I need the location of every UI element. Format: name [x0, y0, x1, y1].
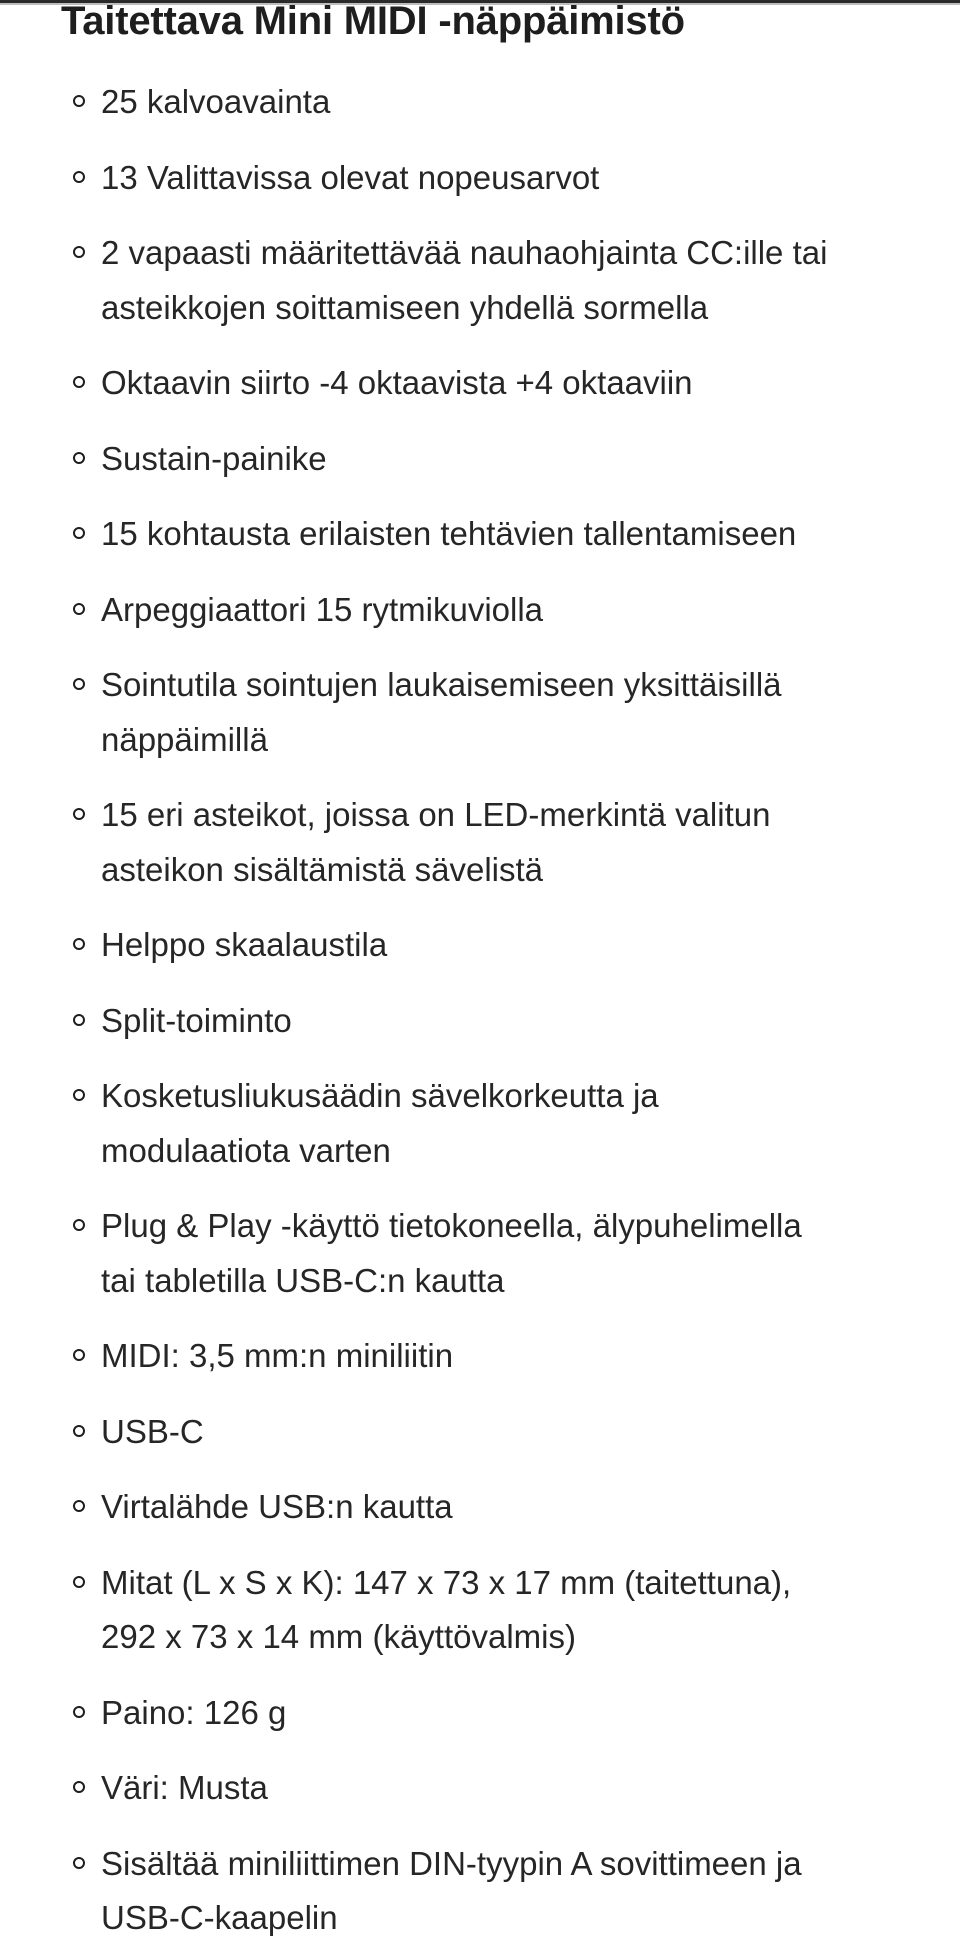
list-item-text: Kosketusliukusäädin sävelkorkeutta ja — [101, 1077, 659, 1114]
circle-bullet-icon — [73, 527, 85, 539]
list-item-text: USB-C-kaapelin — [101, 1899, 338, 1936]
list-item-text: tai tabletilla USB-C:n kautta — [101, 1261, 505, 1299]
list-item-text: Arpeggiaattori 15 rytmikuviolla — [101, 590, 544, 628]
list-item-text: Mitat (L x S x K): 147 x 73 x 17 mm (taitettuna), — [101, 1563, 792, 1601]
circle-bullet-icon — [73, 808, 85, 820]
list-item-text: 2 vapaasti määritettävää nauhaohjainta CC:ille tai — [101, 234, 828, 271]
list-item-text: Oktaavin siirto -4 oktaavista +4 oktaaviin — [101, 364, 693, 401]
circle-bullet-icon — [73, 95, 85, 107]
circle-bullet-icon — [73, 1014, 85, 1026]
circle-bullet-icon — [73, 1425, 85, 1437]
list-item-text: 15 eri asteikot, joissa on LED-merkintä valitun — [101, 796, 771, 833]
circle-bullet-icon — [73, 1089, 85, 1101]
list-item-text: Helppo skaalaustila — [101, 926, 388, 963]
list-item-text: näppäimillä — [101, 720, 268, 758]
page-title: Taitettava Mini MIDI -näppäimistö — [61, 0, 685, 43]
list-item-text: MIDI: 3,5 mm:n miniliitin — [101, 1337, 454, 1374]
list-item-text: Sisältää miniliittimen DIN-tyypin A sovittimeen ja — [101, 1844, 802, 1882]
circle-bullet-icon — [73, 1857, 85, 1869]
circle-bullet-icon — [73, 452, 85, 464]
circle-bullet-icon — [73, 1349, 85, 1361]
circle-bullet-icon — [73, 1500, 85, 1512]
list-item-text: USB-C — [101, 1412, 204, 1450]
list-item-text: modulaatiota varten — [101, 1131, 391, 1169]
list-item-text: 13 Valittavissa olevat nopeusarvot — [101, 158, 600, 196]
circle-bullet-icon — [73, 1576, 85, 1588]
list-item-text: Sointutila sointujen laukaisemiseen yksittäisillä — [101, 666, 782, 703]
list-item-text: asteikkojen soittamiseen yhdellä sormella — [101, 288, 709, 326]
circle-bullet-icon — [73, 171, 85, 183]
list-item-text: Plug & Play -käyttö tietokoneella, älypuhelimella — [101, 1207, 802, 1244]
circle-bullet-icon — [73, 246, 85, 258]
circle-bullet-icon — [73, 1219, 85, 1231]
list-item-text: Split-toiminto — [101, 1001, 292, 1039]
circle-bullet-icon — [73, 1781, 85, 1793]
list-item-text: Väri: Musta — [101, 1769, 268, 1806]
list-item-text: 25 kalvoavainta — [101, 83, 331, 120]
list-item-text: 15 kohtausta erilaisten tehtävien tallentamiseen — [101, 515, 797, 552]
circle-bullet-icon — [73, 938, 85, 950]
list-item-text: asteikon sisältämistä sävelistä — [101, 850, 544, 888]
list-item-text: Sustain-painike — [101, 439, 327, 477]
circle-bullet-icon — [73, 376, 85, 388]
circle-bullet-icon — [73, 1706, 85, 1718]
list-item-text: Virtalähde USB:n kautta — [101, 1488, 453, 1525]
circle-bullet-icon — [73, 678, 85, 690]
circle-bullet-icon — [73, 603, 85, 615]
list-item-text: 292 x 73 x 14 mm (käyttövalmis) — [101, 1618, 576, 1655]
list-item-text: Paino: 126 g — [101, 1693, 287, 1731]
